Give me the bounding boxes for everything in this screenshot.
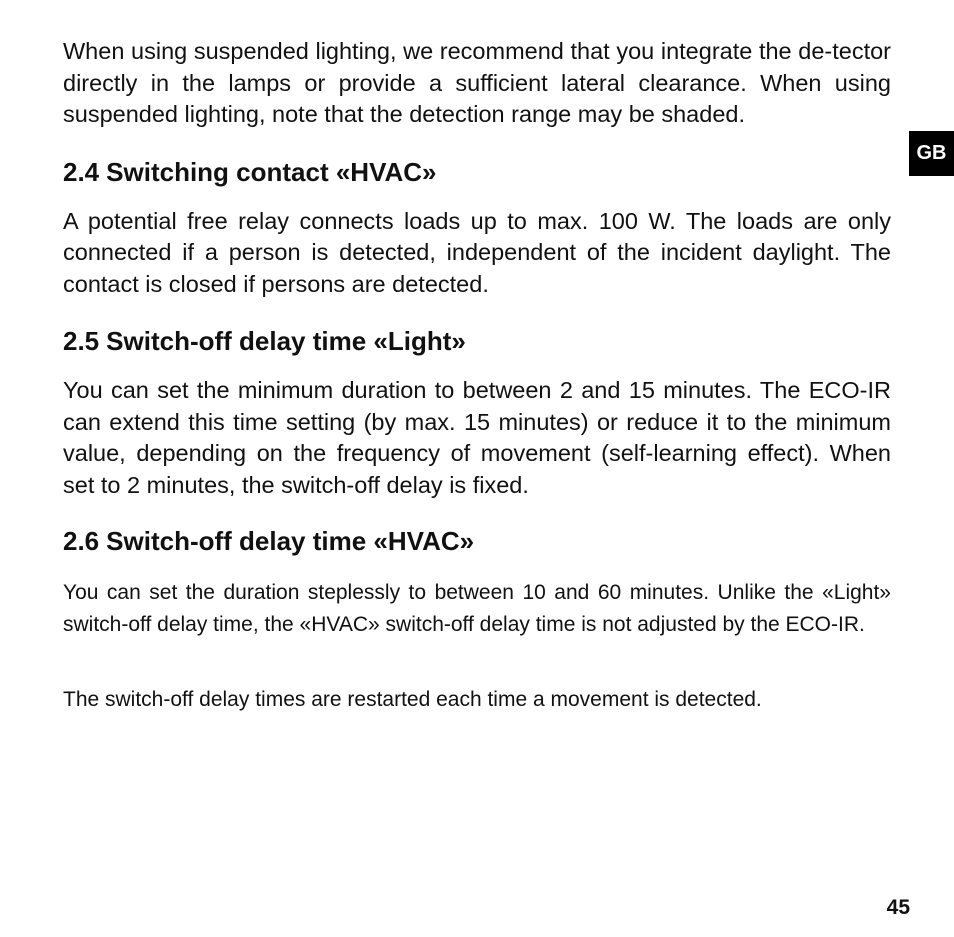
- section-paragraph-2-6: You can set the duration steplessly to between 10 and 60 minutes. Unlike the «Light» switch-off delay time, the «HVAC» switch-off delay time is not adjusted by the ECO-IR.: [63, 581, 891, 636]
- section-paragraph-2-4: A potential free relay connects loads up to max. 100 W. The loads are only connected if a person is detected, independent of the incident daylight. The contact is closed if persons are detected.: [63, 207, 891, 297]
- section-heading-2-6: [63, 525, 891, 557]
- section-title: Switching contact «HVAC»: [106, 156, 437, 187]
- section-number: 2.6: [63, 526, 100, 556]
- section-number: 2.4: [63, 156, 100, 187]
- intro-paragraph: When using suspended lighting, we recommend that you integrate the de-tector directly in the lamps or provide a sufficient lateral clearance. When using suspended lighting, note that the detection range may be shaded.: [63, 38, 891, 127]
- section-heading-2-5: [63, 325, 891, 357]
- closing-note: The switch-off delay times are restarted each time a movement is detected.: [63, 688, 762, 711]
- section-heading-2-4: [63, 156, 891, 188]
- section-number: 2.5: [63, 326, 100, 356]
- section-paragraph-2-5: You can set the minimum duration to between 2 and 15 minutes. The ECO-IR can extend this time setting (by max. 15 minutes) or reduce it to the minimum value, depending on the frequency of movement (self-learning effect). When set to 2 minutes, the switch-off delay is fixed.: [63, 377, 891, 498]
- language-tab-gb: GB: [909, 131, 954, 176]
- page-number: 45: [886, 896, 910, 919]
- section-title: Switch-off delay time «Light»: [106, 326, 466, 356]
- section-title: Switch-off delay time «HVAC»: [106, 526, 475, 556]
- page-content: [63, 36, 891, 716]
